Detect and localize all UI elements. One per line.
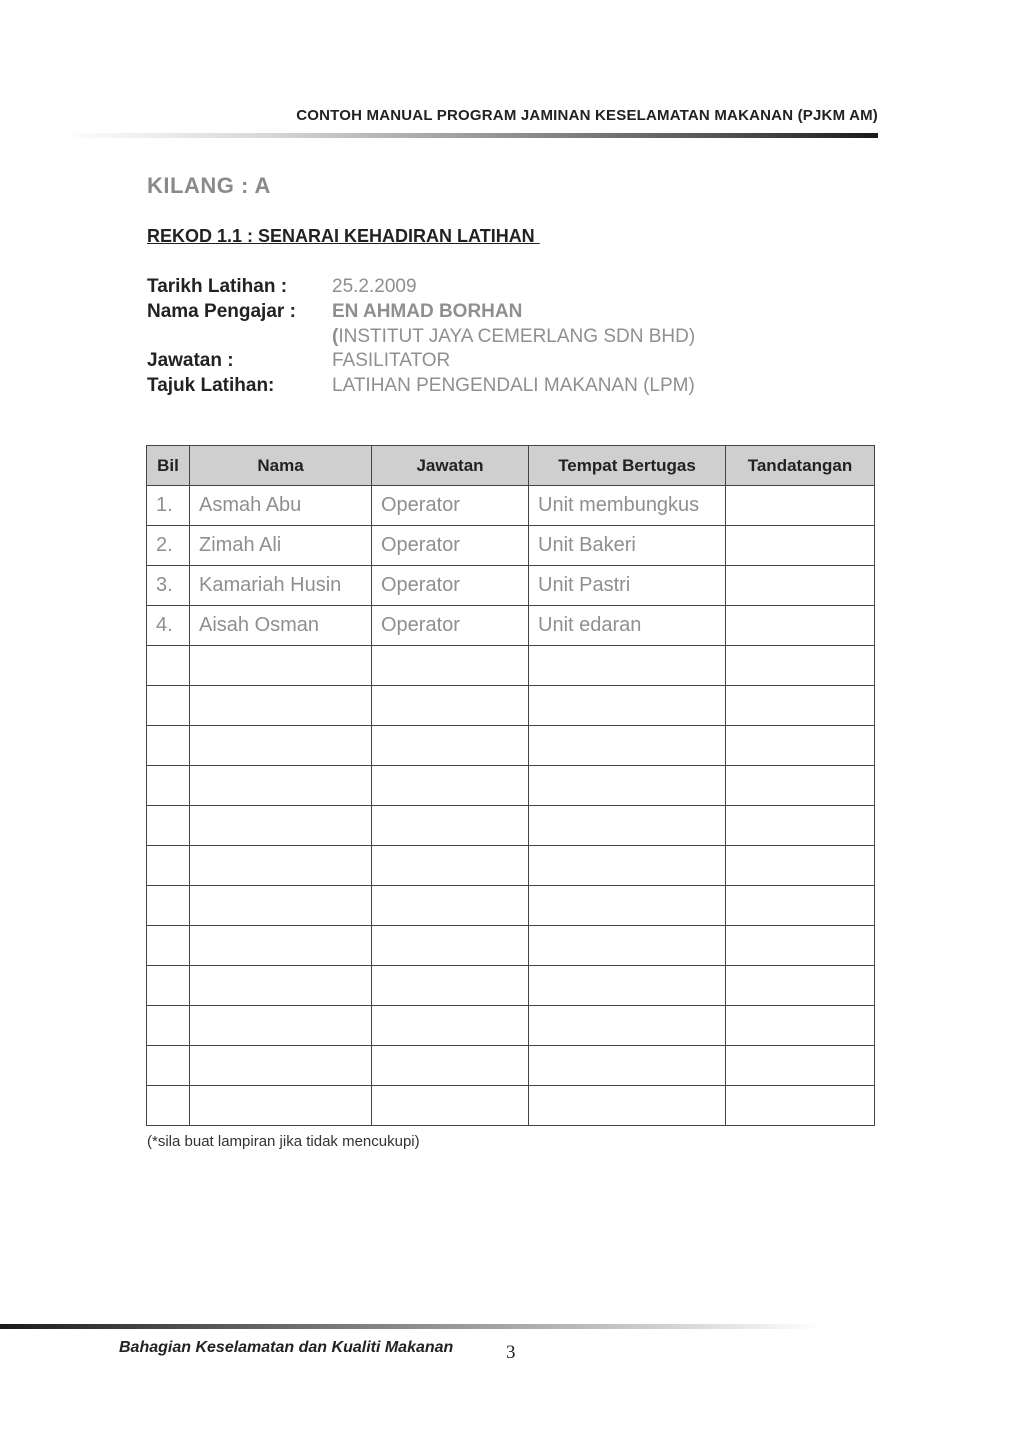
table-row <box>147 606 875 646</box>
cell-nama <box>190 1086 372 1126</box>
cell-tandatangan <box>726 886 875 926</box>
table-row <box>147 686 875 726</box>
cell-jawatan <box>372 646 529 686</box>
cell-bil <box>147 766 190 806</box>
cell-nama: Aisah Osman <box>190 606 372 646</box>
cell-jawatan <box>372 806 529 846</box>
cell-tandatangan <box>726 846 875 886</box>
cell-nama: Zimah Ali <box>190 526 372 566</box>
cell-nama <box>190 846 372 886</box>
cell-tandatangan <box>726 606 875 646</box>
cell-bil: 4. <box>147 606 190 646</box>
header-divider <box>60 133 878 138</box>
cell-bil <box>147 926 190 966</box>
cell-tempat <box>529 926 726 966</box>
cell-nama <box>190 966 372 1006</box>
cell-tandatangan <box>726 1046 875 1086</box>
table-row <box>147 566 875 606</box>
cell-jawatan: Operator <box>372 486 529 526</box>
cell-bil <box>147 646 190 686</box>
table-row <box>147 1086 875 1126</box>
jawatan-label: Jawatan : <box>147 350 234 371</box>
cell-nama <box>190 686 372 726</box>
cell-tandatangan <box>726 726 875 766</box>
cell-tempat <box>529 966 726 1006</box>
cell-nama: Kamariah Husin <box>190 566 372 606</box>
pengajar-label: Nama Pengajar : <box>147 301 296 322</box>
pengajar-value: EN AHMAD BORHAN <box>332 301 523 322</box>
table-header-row <box>147 446 875 486</box>
column-header-tempat: Tempat Bertugas <box>529 446 726 486</box>
cell-tempat <box>529 806 726 846</box>
cell-tempat: Unit membungkus <box>529 486 726 526</box>
cell-jawatan <box>372 686 529 726</box>
cell-bil <box>147 966 190 1006</box>
table-row <box>147 726 875 766</box>
cell-nama <box>190 766 372 806</box>
cell-nama <box>190 886 372 926</box>
column-header-jawatan: Jawatan <box>372 446 529 486</box>
cell-jawatan <box>372 926 529 966</box>
cell-bil <box>147 726 190 766</box>
cell-tandatangan <box>726 1006 875 1046</box>
cell-tempat <box>529 726 726 766</box>
cell-tandatangan <box>726 686 875 726</box>
cell-nama <box>190 926 372 966</box>
cell-tempat <box>529 1086 726 1126</box>
cell-tempat: Unit edaran <box>529 606 726 646</box>
tajuk-value: LATIHAN PENGENDALI MAKANAN (LPM) <box>332 375 695 396</box>
cell-bil: 2. <box>147 526 190 566</box>
cell-nama <box>190 726 372 766</box>
cell-tandatangan <box>726 566 875 606</box>
cell-bil: 3. <box>147 566 190 606</box>
cell-tandatangan <box>726 646 875 686</box>
table-row <box>147 1006 875 1046</box>
cell-bil <box>147 846 190 886</box>
cell-bil <box>147 806 190 846</box>
table-row <box>147 806 875 846</box>
cell-tempat <box>529 1046 726 1086</box>
cell-jawatan <box>372 966 529 1006</box>
table-row <box>147 646 875 686</box>
pengajar-org-text: INSTITUT JAYA CEMERLANG SDN BHD) <box>338 326 696 347</box>
cell-jawatan: Operator <box>372 526 529 566</box>
kilang-heading: KILANG : A <box>147 173 271 198</box>
cell-jawatan <box>372 846 529 886</box>
cell-nama <box>190 1006 372 1046</box>
cell-tempat: Unit Bakeri <box>529 526 726 566</box>
cell-tempat <box>529 1006 726 1046</box>
cell-jawatan <box>372 1086 529 1126</box>
table-row <box>147 846 875 886</box>
cell-bil <box>147 1006 190 1046</box>
column-header-tandatangan: Tandatangan <box>726 446 875 486</box>
cell-tandatangan <box>726 1086 875 1126</box>
cell-tempat <box>529 766 726 806</box>
cell-nama <box>190 806 372 846</box>
column-header-bil: Bil <box>147 446 190 486</box>
cell-bil <box>147 686 190 726</box>
footer-divider <box>0 1324 820 1329</box>
pengajar-org-paren: ( <box>332 326 339 347</box>
cell-nama: Asmah Abu <box>190 486 372 526</box>
cell-nama <box>190 1046 372 1086</box>
table-row <box>147 966 875 1006</box>
cell-nama <box>190 646 372 686</box>
cell-jawatan <box>372 1046 529 1086</box>
cell-jawatan: Operator <box>372 566 529 606</box>
cell-bil <box>147 1086 190 1126</box>
table-row <box>147 886 875 926</box>
cell-tandatangan <box>726 766 875 806</box>
cell-tandatangan <box>726 966 875 1006</box>
table-row <box>147 926 875 966</box>
cell-tempat: Unit Pastri <box>529 566 726 606</box>
cell-jawatan <box>372 726 529 766</box>
tajuk-label: Tajuk Latihan: <box>147 375 275 396</box>
cell-tandatangan <box>726 926 875 966</box>
jawatan-value: FASILITATOR <box>332 350 451 371</box>
cell-tempat <box>529 886 726 926</box>
table-footnote: (*sila buat lampiran jika tidak mencukupi) <box>147 1133 420 1150</box>
page-header-title: CONTOH MANUAL PROGRAM JAMINAN KESELAMATAN MAKANAN (PJKM AM) <box>296 107 878 124</box>
cell-tempat <box>529 646 726 686</box>
cell-tandatangan <box>726 526 875 566</box>
table-row <box>147 526 875 566</box>
footer-department: Bahagian Keselamatan dan Kualiti Makanan <box>119 1339 454 1356</box>
page-number: 3 <box>506 1342 516 1363</box>
cell-bil <box>147 1046 190 1086</box>
cell-jawatan <box>372 886 529 926</box>
attendance-table <box>146 445 875 1126</box>
table-row <box>147 1046 875 1086</box>
tarikh-value: 25.2.2009 <box>332 276 417 297</box>
cell-tempat <box>529 846 726 886</box>
cell-tandatangan <box>726 806 875 846</box>
pengajar-org <box>332 325 695 349</box>
cell-jawatan <box>372 766 529 806</box>
cell-jawatan <box>372 1006 529 1046</box>
cell-jawatan: Operator <box>372 606 529 646</box>
table-row <box>147 766 875 806</box>
column-header-nama: Nama <box>190 446 372 486</box>
table-row <box>147 486 875 526</box>
cell-bil <box>147 886 190 926</box>
tarikh-label: Tarikh Latihan : <box>147 276 288 297</box>
record-title: REKOD 1.1 : SENARAI KEHADIRAN LATIHAN <box>147 226 540 246</box>
cell-tandatangan <box>726 486 875 526</box>
cell-tempat <box>529 686 726 726</box>
cell-bil: 1. <box>147 486 190 526</box>
